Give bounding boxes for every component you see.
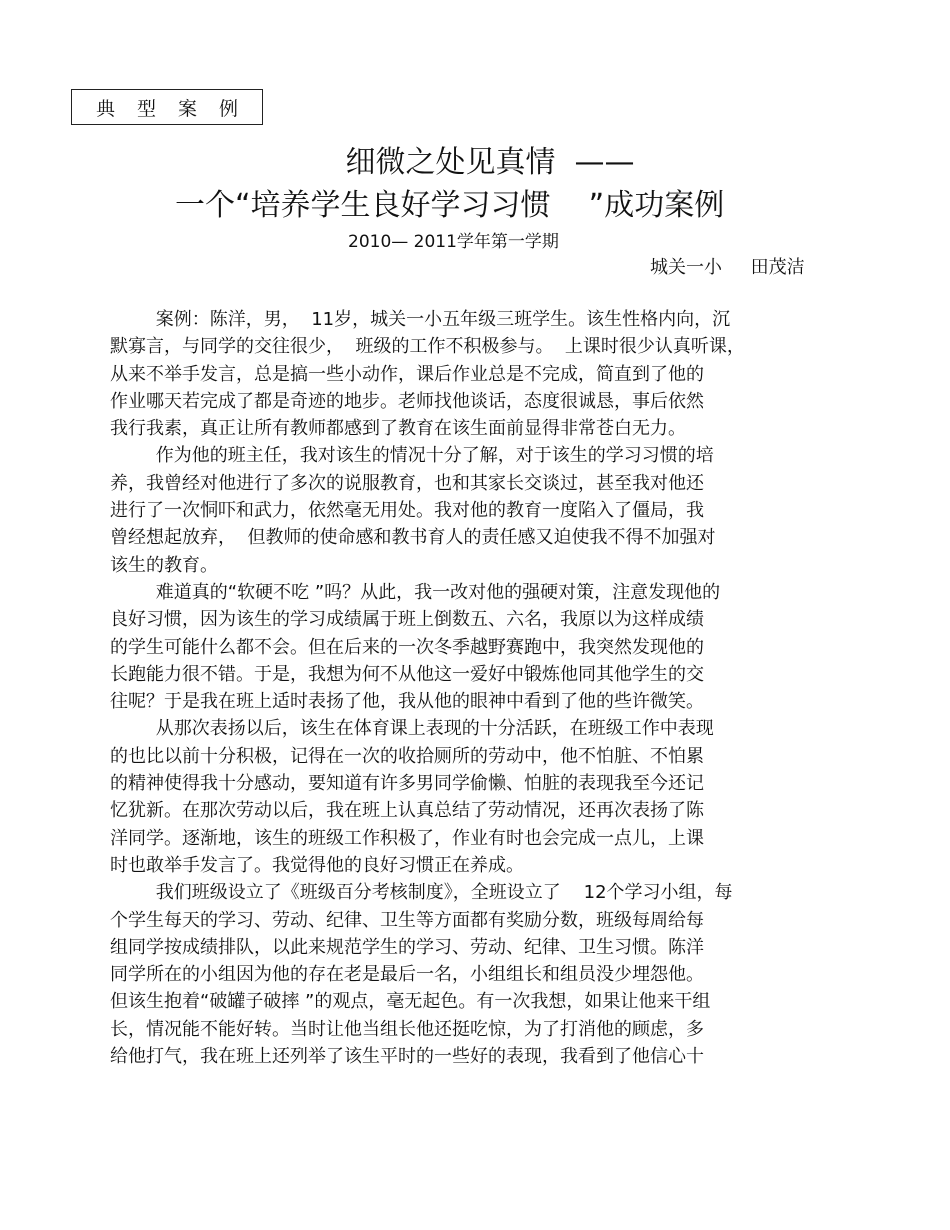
body-line: 组同学按成绩排队，以此来规范学生的学习、劳动、纪律、卫生习惯。陈洋: [110, 936, 704, 958]
body-line: 往呢？于是我在班上适时表扬了他，我从他的眼神中看到了他的些许微笑。: [110, 691, 704, 713]
document-subtitle: 2010— 2011学年第一学期: [348, 232, 559, 252]
body-line: 时也敢举手发言了。我觉得他的良好习惯正在养成。: [110, 854, 524, 876]
body-line: 我行我素，真正让所有教师都感到了教育在该生面前显得非常苍白无力。: [110, 418, 686, 440]
body-line: 的精神使得我十分感动，要知道有许多男同学偷懒、怕脏的表现我至今还记: [110, 773, 704, 795]
body-line: 长，情况能不能好转。当时让他当组长他还挺吃惊，为了打消他的顾虑，多: [110, 1018, 704, 1040]
body-line: 同学所在的小组因为他的存在老是最后一名，小组组长和组员没少埋怨他。: [110, 964, 704, 986]
body-line: 案例：陈洋，男， 11岁，城关一小五年级三班学生。该生性格内向，沉: [110, 309, 731, 330]
document-title-line-1: 细微之处见真情 ——: [345, 145, 635, 180]
author-line: 城关一小 田茂洁: [650, 257, 805, 278]
body-line: 难道真的“软硬不吃 ”吗？从此，我一改对他的强硬对策，注意发现他的: [110, 581, 721, 603]
body-line: 的学生可能什么都不会。但在后来的一次冬季越野赛跑中，我突然发现他的: [110, 636, 704, 658]
body-line: 忆犹新。在那次劳动以后，我在班上认真总结了劳动情况，还再次表扬了陈: [110, 800, 704, 822]
body-line: 给他打气，我在班上还列举了该生平时的一些好的表现，我看到了他信心十: [110, 1046, 704, 1068]
body-text: [110, 306, 822, 1070]
body-line: 个学生每天的学习、劳动、纪律、卫生等方面都有奖励分数，班级每周给每: [110, 909, 704, 931]
body-line: 从来不举手发言，总是搞一些小动作，课后作业总是不完成，简直到了他的: [110, 363, 704, 385]
body-line: 长跑能力很不错。于是，我想为何不从他这一爱好中锻炼他同其他学生的交: [110, 663, 704, 685]
body-line: 我们班级设立了《班级百分考核制度》，全班设立了 12个学习小组，每: [110, 882, 733, 904]
document-title-line-2: 一个“培养学生良好学习习惯 ”成功案例: [175, 188, 725, 223]
body-line: 良好习惯，因为该生的学习成绩属于班上倒数五、六名，我原以为这样成绩: [110, 609, 704, 631]
body-line: 默寡言，与同学的交往很少， 班级的工作不积极参与。 上课时很少认真听课，: [110, 336, 745, 358]
body-line: 该生的教育。: [110, 554, 218, 576]
body-line: 养，我曾经对他进行了多次的说服教育，也和其家长交谈过，甚至我对他还: [110, 472, 704, 494]
body-line: 洋同学。逐渐地，该生的班级工作积极了，作业有时也会完成一点儿，上课: [110, 827, 704, 849]
category-label: 典 型 案 例: [71, 89, 263, 125]
body-line: 进行了一次恫吓和武力，依然毫无用处。我对他的教育一度陷入了僵局，我: [110, 500, 704, 522]
body-line: 曾经想起放弃， 但教师的使命感和教书育人的责任感又迫使我不得不加强对: [110, 527, 716, 549]
body-line: 作为他的班主任，我对该生的情况十分了解，对于该生的学习习惯的培: [110, 445, 714, 467]
body-line: 作业哪天若完成了都是奇迹的地步。老师找他谈话，态度很诚恳，事后依然: [110, 390, 704, 412]
body-line: 从那次表扬以后，该生在体育课上表现的十分活跃，在班级工作中表现: [110, 718, 714, 740]
body-line: 的也比以前十分积极，记得在一次的收拾厕所的劳动中，他不怕脏、不怕累: [110, 745, 704, 767]
body-line: 但该生抱着“破罐子破摔 ”的观点，毫无起色。有一次我想，如果让他来干组: [110, 991, 711, 1013]
